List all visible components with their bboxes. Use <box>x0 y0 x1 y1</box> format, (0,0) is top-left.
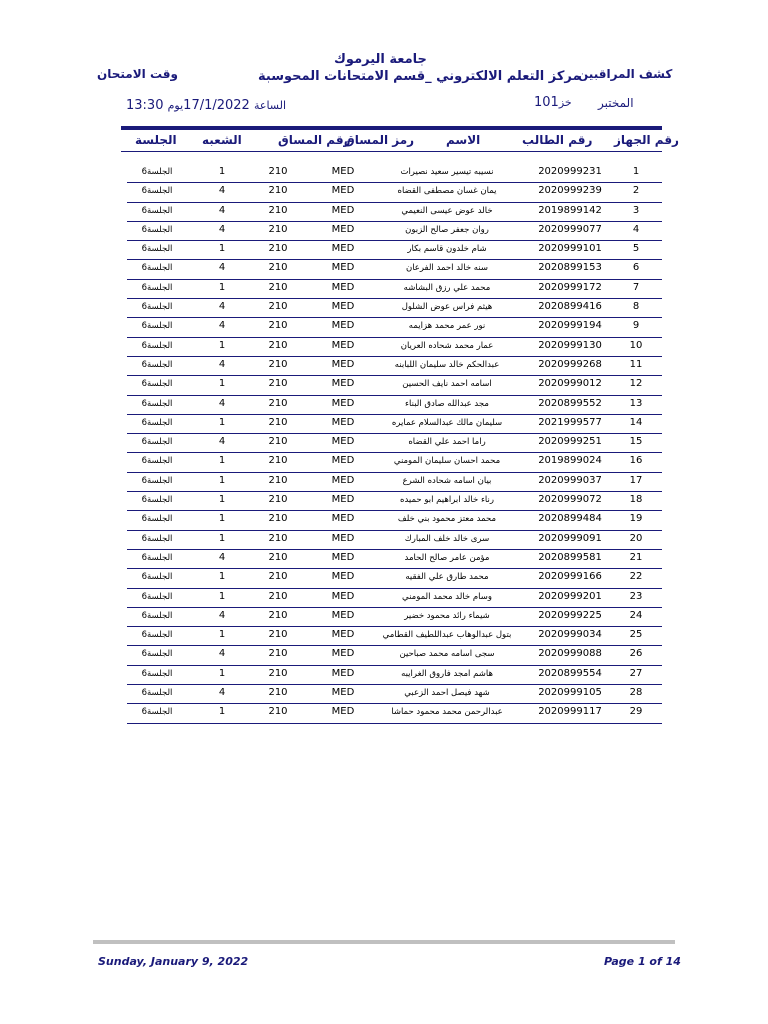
row-student-id: 2020999088 <box>538 648 602 660</box>
col-header-device: رقم الجهاز <box>614 133 679 147</box>
row-device-no: 22 <box>629 571 643 583</box>
row-course-no: 210 <box>268 301 288 313</box>
row-section: 1 <box>218 629 226 641</box>
row-student-id: 2020999072 <box>538 494 602 506</box>
row-course-no: 210 <box>268 571 288 583</box>
row-device-no: 24 <box>629 609 643 621</box>
row-course-no: 210 <box>268 474 288 486</box>
row-device-no: 1 <box>632 166 640 177</box>
row-device-no: 3 <box>632 204 640 216</box>
row-session: الجلسة6 <box>141 244 173 255</box>
row-course-no: 210 <box>268 436 288 448</box>
row-device-no: 9 <box>632 320 640 332</box>
table-row <box>127 222 662 241</box>
row-student-id: 2019899024 <box>538 455 602 467</box>
row-session: الجلسة6 <box>141 340 173 351</box>
row-device-no: 2 <box>632 185 640 197</box>
row-student-name: محمد احسان سليمان المومني <box>393 456 501 467</box>
row-session: الجلسة6 <box>141 417 173 428</box>
university-title: جامعة اليرموك <box>334 52 427 67</box>
row-student-id: 2020999034 <box>538 629 602 641</box>
row-section: 1 <box>218 667 226 679</box>
table-row <box>127 646 662 665</box>
row-course-code: MED <box>331 166 355 177</box>
row-student-name: بتول عبدالوهاب عبداللطيف القطامي <box>382 630 512 641</box>
exam-time-label: وقت الامتحان <box>97 67 178 81</box>
row-section: 4 <box>218 551 226 563</box>
center-title: مركز التعلم الالكتروني _قسم الامتحانات المحوسبة <box>258 69 581 84</box>
row-student-name: عبدالرحمن محمد محمود حماشا <box>391 707 503 718</box>
row-student-name: هاشم امجد فاروق الغرايبه <box>401 668 493 679</box>
row-course-code: MED <box>331 378 355 390</box>
row-student-id: 2020899581 <box>538 551 602 563</box>
row-session: الجلسة6 <box>141 186 173 197</box>
row-student-name: اسامه احمد نايف الحسين <box>402 379 492 390</box>
row-course-code: MED <box>331 609 355 621</box>
col-header-session: الجلسة <box>135 133 177 147</box>
row-section: 1 <box>218 281 226 293</box>
exam-time: 13:30 <box>126 98 164 113</box>
header-bottom-rule <box>121 151 662 152</box>
row-student-id: 2020999194 <box>538 320 602 332</box>
row-section: 4 <box>218 320 226 332</box>
table-row <box>127 550 662 569</box>
row-course-no: 210 <box>268 378 288 390</box>
row-student-id: 2020999268 <box>538 358 602 370</box>
row-course-no: 210 <box>268 185 288 197</box>
row-device-no: 29 <box>629 706 643 718</box>
row-student-name: هيثم فراس عوض الشلول <box>401 302 493 313</box>
row-device-no: 15 <box>629 436 643 448</box>
row-course-code: MED <box>331 397 355 409</box>
row-section: 4 <box>218 609 226 621</box>
row-student-id: 2020899484 <box>538 513 602 525</box>
row-student-id: 2020899153 <box>538 262 602 274</box>
header-top-rule <box>121 126 662 130</box>
row-student-name: سنه خالد احمد الفرعان <box>405 263 489 274</box>
row-session: الجلسة6 <box>141 610 173 621</box>
table-row <box>127 492 662 511</box>
row-course-code: MED <box>331 416 355 428</box>
table-row <box>127 473 662 492</box>
row-session: الجلسة6 <box>141 398 173 409</box>
row-course-no: 210 <box>268 687 288 699</box>
row-course-no: 210 <box>268 629 288 641</box>
row-course-no: 210 <box>268 223 288 235</box>
row-student-id: 2020999239 <box>538 185 602 197</box>
row-student-id: 2020999037 <box>538 474 602 486</box>
row-section: 1 <box>218 532 226 544</box>
table-row <box>127 280 662 299</box>
row-section: 1 <box>218 494 226 506</box>
row-student-name: محمد علي رزق البشاشه <box>403 282 491 293</box>
row-device-no: 16 <box>629 455 643 467</box>
row-course-code: MED <box>331 301 355 313</box>
table-row <box>127 415 662 434</box>
row-student-id: 2021999577 <box>538 416 602 428</box>
table-row <box>127 453 662 472</box>
table-row <box>127 299 662 318</box>
row-session: الجلسة6 <box>141 533 173 544</box>
row-course-code: MED <box>331 706 355 718</box>
row-section: 4 <box>218 397 226 409</box>
row-section: 1 <box>218 455 226 467</box>
row-course-code: MED <box>331 358 355 370</box>
row-course-no: 210 <box>268 204 288 216</box>
row-student-id: 2020999077 <box>538 223 602 235</box>
row-course-code: MED <box>331 474 355 486</box>
row-section: 1 <box>218 706 226 718</box>
table-row <box>127 589 662 608</box>
row-device-no: 12 <box>629 378 643 390</box>
row-device-no: 27 <box>629 667 643 679</box>
row-device-no: 17 <box>629 474 643 486</box>
row-student-id: 2020999101 <box>538 243 602 255</box>
row-course-no: 210 <box>268 494 288 506</box>
row-student-id: 2020999091 <box>538 532 602 544</box>
row-course-code: MED <box>331 455 355 467</box>
sheet-title: كشف المراقبين <box>578 67 673 81</box>
table-row <box>127 685 662 704</box>
row-student-name: خالد عوض عيسى النعيمي <box>401 205 493 216</box>
row-course-code: MED <box>331 532 355 544</box>
row-session: الجلسة6 <box>141 321 173 332</box>
row-course-no: 210 <box>268 281 288 293</box>
row-course-code: MED <box>331 513 355 525</box>
row-student-name: مؤمن عامر صالح الحامد <box>404 552 490 563</box>
row-course-no: 210 <box>268 513 288 525</box>
row-student-id: 2020999130 <box>538 339 602 351</box>
row-student-id: 2020899554 <box>538 667 602 679</box>
row-session: الجلسة6 <box>141 591 173 602</box>
row-course-no: 210 <box>268 339 288 351</box>
row-session: الجلسة6 <box>141 475 173 486</box>
row-course-no: 210 <box>268 416 288 428</box>
row-course-code: MED <box>331 629 355 641</box>
table-row <box>127 203 662 222</box>
row-student-id: 2020999166 <box>538 571 602 583</box>
row-student-name: يمان غسان مصطفى القضاه <box>397 186 497 197</box>
row-course-code: MED <box>331 494 355 506</box>
lab-prefix: خز <box>558 96 572 109</box>
row-device-no: 28 <box>629 687 643 699</box>
row-session: الجلسة6 <box>141 437 173 448</box>
row-course-code: MED <box>331 185 355 197</box>
row-course-code: MED <box>331 223 355 235</box>
row-session: الجلسة6 <box>141 379 173 390</box>
row-student-name: بيان اسامه شحاده الشرع <box>402 475 492 486</box>
col-header-student-id: رقم الطالب <box>522 133 593 147</box>
row-section: 1 <box>218 513 226 525</box>
row-session: الجلسة6 <box>141 668 173 679</box>
student-table <box>127 164 662 724</box>
row-course-code: MED <box>331 243 355 255</box>
row-course-code: MED <box>331 281 355 293</box>
table-row <box>127 338 662 357</box>
row-course-code: MED <box>331 204 355 216</box>
row-student-name: سجى اسامه محمد صباحين <box>399 649 495 660</box>
row-session: الجلسة6 <box>141 282 173 293</box>
row-student-name: نسيبه تيسير سعيد نصيرات <box>400 167 494 177</box>
row-session: الجلسة6 <box>141 302 173 313</box>
row-device-no: 11 <box>629 358 643 370</box>
table-row <box>127 164 662 183</box>
row-student-name: راما احمد علي القضاه <box>408 437 486 448</box>
row-course-no: 210 <box>268 166 288 177</box>
row-course-code: MED <box>331 262 355 274</box>
row-session: الجلسة6 <box>141 263 173 274</box>
row-device-no: 6 <box>632 262 640 274</box>
table-row <box>127 531 662 550</box>
row-section: 4 <box>218 223 226 235</box>
table-row <box>127 666 662 685</box>
row-device-no: 4 <box>632 223 640 235</box>
table-row <box>127 627 662 646</box>
footer-page-number: Page 1 of 14 <box>604 955 681 968</box>
row-session: الجلسة6 <box>141 224 173 235</box>
row-course-no: 210 <box>268 455 288 467</box>
row-course-no: 210 <box>268 648 288 660</box>
row-device-no: 19 <box>629 513 643 525</box>
row-course-code: MED <box>331 648 355 660</box>
row-device-no: 26 <box>629 648 643 660</box>
row-student-id: 2020999117 <box>538 706 602 718</box>
col-header-course-no: رقم المساق <box>278 133 351 147</box>
row-student-name: رناء خالد ابراهيم ابو حميده <box>399 495 494 506</box>
row-device-no: 20 <box>629 532 643 544</box>
row-section: 1 <box>218 474 226 486</box>
day-label: يوم <box>167 99 184 112</box>
row-course-code: MED <box>331 320 355 332</box>
row-course-code: MED <box>331 551 355 563</box>
row-device-no: 7 <box>632 281 640 293</box>
row-student-name: سرى خالد خلف المبارك <box>404 533 490 544</box>
row-student-name: مجد عبدالله صادق البناء <box>405 398 489 409</box>
lab-number: 101 <box>534 95 559 110</box>
row-course-no: 210 <box>268 551 288 563</box>
row-student-name: شهد فيصل احمد الزعبي <box>404 688 490 699</box>
row-course-no: 210 <box>268 320 288 332</box>
row-student-name: شام خلدون قاسم بكار <box>407 244 487 255</box>
row-section: 1 <box>218 378 226 390</box>
row-section: 4 <box>218 687 226 699</box>
row-course-no: 210 <box>268 667 288 679</box>
row-device-no: 18 <box>629 494 643 506</box>
row-course-no: 210 <box>268 262 288 274</box>
col-header-section: الشعبه <box>202 133 242 147</box>
row-session: الجلسة6 <box>141 630 173 641</box>
row-course-code: MED <box>331 590 355 602</box>
col-header-name: الاسم <box>446 133 481 147</box>
row-session: الجلسة6 <box>141 572 173 583</box>
row-student-name: شيماء رائد محمود خضير <box>404 610 490 621</box>
row-device-no: 23 <box>629 590 643 602</box>
row-student-id: 2020899552 <box>538 397 602 409</box>
row-course-no: 210 <box>268 590 288 602</box>
row-course-no: 210 <box>268 532 288 544</box>
col-header-course-code: رمز المساق <box>344 133 415 147</box>
row-course-no: 210 <box>268 358 288 370</box>
table-row <box>127 704 662 723</box>
row-student-name: محمد طارق علي الفقيه <box>405 572 489 583</box>
lab-value <box>534 95 572 110</box>
row-section: 1 <box>218 339 226 351</box>
table-row <box>127 183 662 202</box>
row-student-name: عمار محمد شحاده العريان <box>400 340 494 351</box>
row-device-no: 5 <box>632 243 640 255</box>
row-student-id: 2020999012 <box>538 378 602 390</box>
footer-date: Sunday, January 9, 2022 <box>98 955 249 968</box>
table-row <box>127 241 662 260</box>
row-section: 4 <box>218 301 226 313</box>
row-device-no: 21 <box>629 551 643 563</box>
row-course-no: 210 <box>268 609 288 621</box>
row-section: 4 <box>218 204 226 216</box>
row-course-no: 210 <box>268 397 288 409</box>
row-section: 4 <box>218 358 226 370</box>
row-student-id: 2020999172 <box>538 281 602 293</box>
row-session: الجلسة6 <box>141 649 173 660</box>
row-session: الجلسة6 <box>141 514 173 525</box>
row-student-id: 2020999105 <box>538 687 602 699</box>
row-device-no: 25 <box>629 629 643 641</box>
row-device-no: 14 <box>629 416 643 428</box>
row-course-code: MED <box>331 436 355 448</box>
row-student-name: محمد معتز محمود بني خلف <box>397 514 497 525</box>
row-device-no: 10 <box>629 339 643 351</box>
row-course-no: 210 <box>268 706 288 718</box>
row-student-name: نور عمر محمد هزايمه <box>408 321 486 332</box>
table-row <box>127 396 662 415</box>
row-student-id: 2020999231 <box>538 166 602 177</box>
row-session: الجلسة6 <box>141 552 173 563</box>
row-student-id: 2020999225 <box>538 609 602 621</box>
footer-rule <box>93 940 675 944</box>
row-course-code: MED <box>331 667 355 679</box>
row-course-code: MED <box>331 687 355 699</box>
row-session: الجلسة6 <box>141 456 173 467</box>
row-course-code: MED <box>331 339 355 351</box>
row-device-no: 8 <box>632 301 640 313</box>
exam-date: 17/1/2022 <box>183 98 250 113</box>
table-row <box>127 434 662 453</box>
row-section: 4 <box>218 262 226 274</box>
table-row <box>127 608 662 627</box>
row-section: 1 <box>218 243 226 255</box>
row-device-no: 13 <box>629 397 643 409</box>
row-session: الجلسة6 <box>141 205 173 216</box>
row-session: الجلسة6 <box>141 167 173 177</box>
row-session: الجلسة6 <box>141 359 173 370</box>
table-row <box>127 318 662 337</box>
table-row <box>127 511 662 530</box>
row-student-id: 2019899142 <box>538 204 602 216</box>
lab-label: المختبر <box>598 96 634 110</box>
row-student-name: عبدالحكم خالد سليمان اللبابنه <box>394 359 500 370</box>
row-section: 1 <box>218 166 226 177</box>
row-student-id: 2020999251 <box>538 436 602 448</box>
time-label: الساعة <box>253 99 287 112</box>
row-section: 1 <box>218 571 226 583</box>
row-section: 1 <box>218 416 226 428</box>
row-section: 4 <box>218 648 226 660</box>
row-section: 4 <box>218 185 226 197</box>
exam-datetime <box>126 98 286 113</box>
table-row <box>127 260 662 279</box>
row-student-id: 2020999201 <box>538 590 602 602</box>
row-session: الجلسة6 <box>141 495 173 506</box>
row-course-code: MED <box>331 571 355 583</box>
row-student-name: روان جعفر صالح الزبون <box>405 224 489 235</box>
table-row <box>127 569 662 588</box>
row-section: 4 <box>218 436 226 448</box>
row-course-no: 210 <box>268 243 288 255</box>
table-row <box>127 376 662 395</box>
row-student-name: سليمان مالك عبدالسلام عمايره <box>391 417 503 428</box>
row-section: 1 <box>218 590 226 602</box>
table-row <box>127 357 662 376</box>
row-session: الجلسة6 <box>141 707 173 718</box>
row-student-id: 2020899416 <box>538 301 602 313</box>
row-student-name: وسام خالد محمد المومني <box>402 591 492 602</box>
row-session: الجلسة6 <box>141 688 173 699</box>
